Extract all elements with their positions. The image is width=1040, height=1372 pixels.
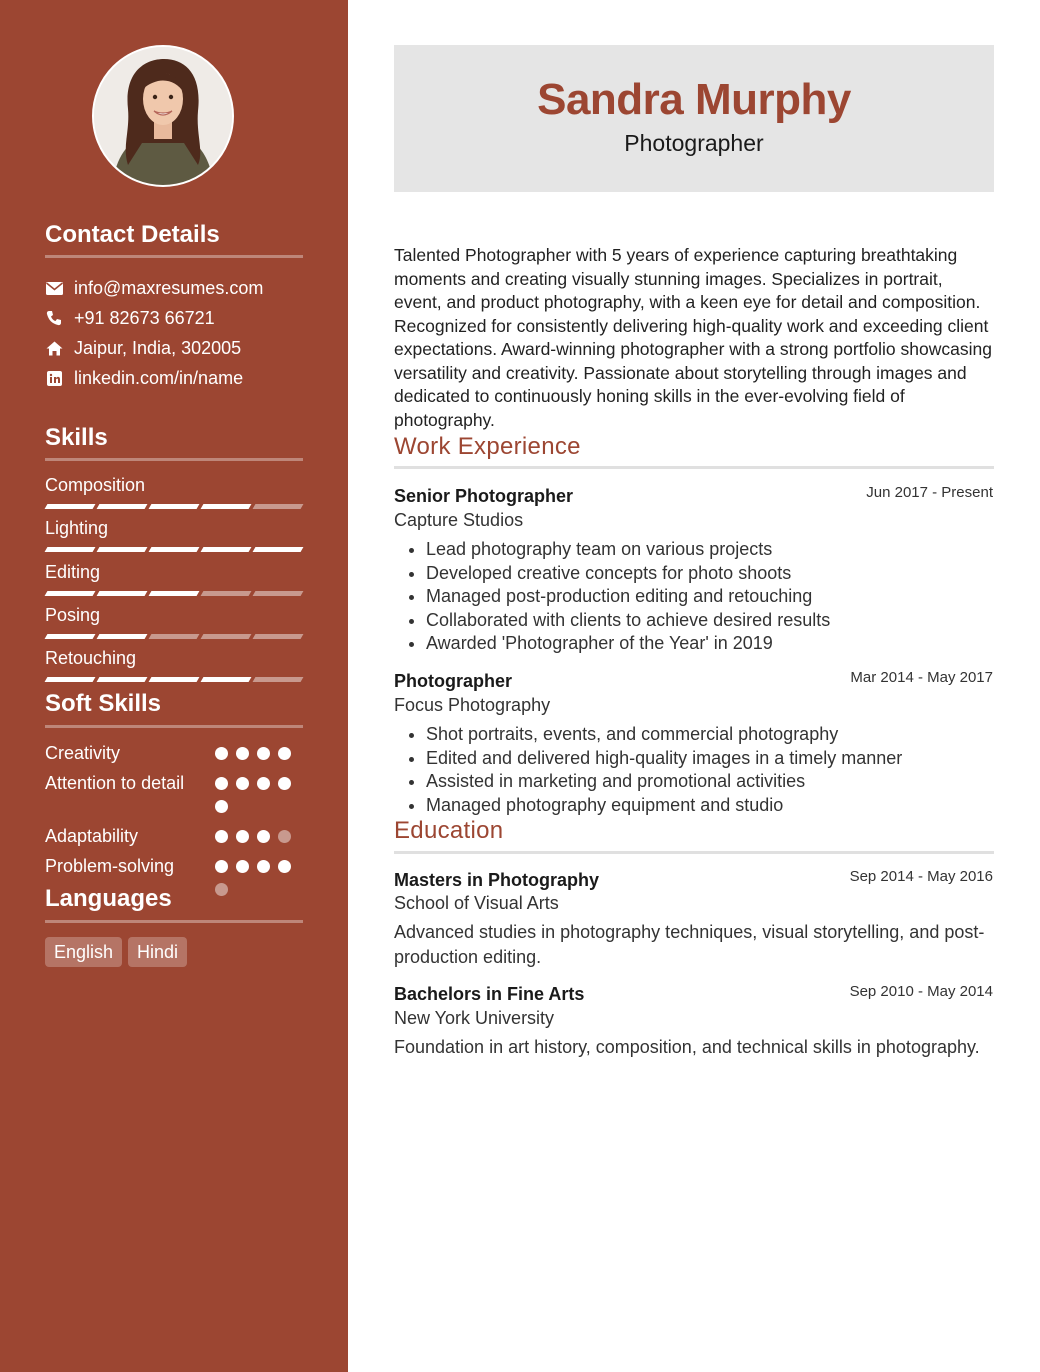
soft-skill-name: Creativity <box>45 743 121 763</box>
job-bullet: • Edited and delivered high-quality images in a timely manner <box>426 747 902 771</box>
language-chip: Hindi <box>128 937 187 967</box>
contact-phone[interactable] <box>45 306 215 330</box>
job-bullets <box>394 538 830 656</box>
soft-skill-rating-dot <box>278 860 291 873</box>
job-bullet: • Collaborated with clients to achieve desired results <box>426 609 830 633</box>
job-bullet: • Developed creative concepts for photo shoots <box>426 562 830 586</box>
skill-level-segment <box>45 591 96 596</box>
skill-level-segment <box>201 547 252 552</box>
skill-level-segment <box>149 677 200 682</box>
soft-skill-rating-dot <box>278 830 291 843</box>
person-title: Photographer <box>624 130 764 156</box>
skill-level-bar <box>46 634 302 639</box>
soft-skill-rating-dot <box>215 830 228 843</box>
soft-skill-rating-dot <box>215 800 228 813</box>
skill-level-segment <box>201 634 252 639</box>
skill-level-segment <box>97 634 148 639</box>
skill-level-segment <box>253 677 304 682</box>
soft-skill-rating-dot <box>278 777 291 790</box>
degree-school: New York University <box>394 1008 555 1028</box>
skill-level-segment <box>149 547 200 552</box>
soft-skill-name: Adaptability <box>45 826 139 846</box>
job-dates: Mar 2014 - May 2017 <box>850 669 993 686</box>
skill-level-segment <box>201 677 252 682</box>
soft-skill-rating-dot <box>215 883 228 896</box>
job-bullet: • Shot portraits, events, and commercial photography <box>426 723 902 747</box>
skills-heading: Skills <box>45 424 108 451</box>
soft-skill-rating-dot <box>257 830 270 843</box>
degree-title: Bachelors in Fine Arts <box>394 984 585 1004</box>
skill-level-segment <box>253 634 304 639</box>
envelope-icon <box>45 279 63 297</box>
job-bullet: • Managed post-production editing and retouching <box>426 585 830 609</box>
degree-description: Advanced studies in photography techniques, visual storytelling, and post-production editing. <box>394 922 985 967</box>
skill-level-segment <box>97 504 148 509</box>
summary-text: Talented Photographer with 5 years of experience capturing breathtaking moments and creating visually stunning images. Specializes in portrait, event, and product photography, with a keen eye for detail and composition. Recognized for consistently delivering high-quality work and exceeding client expectations. Award-winning photographer with a strong portfolio showcasing versatility and creativity. Passionate about storytelling through images and dedicated to continuously honing skills in the ever-evolving field of photography. <box>394 245 992 430</box>
skill-level-segment <box>45 504 96 509</box>
language-chip: English <box>45 937 122 967</box>
contact-email[interactable] <box>45 276 263 300</box>
education-heading: Education <box>394 817 504 844</box>
skill-name: Lighting <box>45 518 109 538</box>
degree-school: School of Visual Arts <box>394 893 559 913</box>
contact-phone-text: +91 82673 66721 <box>74 307 215 328</box>
contact-email-text: info@maxresumes.com <box>74 277 264 298</box>
soft-skill-rating-dot <box>236 777 249 790</box>
skill-level-segment <box>201 504 252 509</box>
soft-skill-rating-dot <box>236 830 249 843</box>
contact-location <box>45 336 241 360</box>
skill-level-segment <box>45 547 96 552</box>
soft-skill-name: Problem-solving <box>45 856 175 876</box>
skill-level-bar <box>46 547 302 552</box>
skill-name: Posing <box>45 605 101 625</box>
skill-level-segment <box>253 591 304 596</box>
job-bullets <box>394 723 902 817</box>
degree-title: Masters in Photography <box>394 870 600 890</box>
skill-name: Editing <box>45 562 101 582</box>
soft-skill-rating-dot <box>215 747 228 760</box>
contact-heading: Contact Details <box>45 221 220 248</box>
sidebar <box>0 0 348 1372</box>
work-heading: Work Experience <box>394 433 581 460</box>
soft-skill-rating-dot <box>257 747 270 760</box>
languages-divider <box>45 920 303 923</box>
skill-level-bar <box>46 504 302 509</box>
phone-icon <box>45 309 63 327</box>
skill-level-segment <box>253 547 304 552</box>
job-bullet: • Managed photography equipment and studio <box>426 794 902 818</box>
degree-dates: Sep 2014 - May 2016 <box>849 868 993 885</box>
degree-description: Foundation in art history, composition, and technical skills in photography. <box>394 1037 980 1057</box>
job-bullet: • Awarded 'Photographer of the Year' in 2019 <box>426 632 830 656</box>
avatar <box>92 45 234 187</box>
contact-divider <box>45 255 303 258</box>
skill-name: Composition <box>45 475 146 495</box>
skill-level-segment <box>45 634 96 639</box>
contact-linkedin-text: linkedin.com/in/name <box>74 367 244 388</box>
job-dates: Jun 2017 - Present <box>866 484 993 501</box>
name-header <box>394 45 994 192</box>
skill-level-segment <box>149 504 200 509</box>
contact-location-text: Jaipur, India, 302005 <box>74 337 242 358</box>
skills-divider <box>45 458 303 461</box>
linkedin-icon <box>45 369 63 387</box>
soft-skill-rating-dot <box>236 860 249 873</box>
soft-skill-rating-dot <box>215 777 228 790</box>
person-name: Sandra Murphy <box>537 75 851 124</box>
skill-name: Retouching <box>45 648 137 668</box>
education-divider <box>394 851 994 854</box>
skill-level-segment <box>253 504 304 509</box>
job-title: Photographer <box>394 671 513 691</box>
soft-skills-heading: Soft Skills <box>45 690 162 717</box>
skill-level-segment <box>97 677 148 682</box>
skill-level-segment <box>45 677 96 682</box>
profile-photo <box>94 47 232 185</box>
degree-dates: Sep 2010 - May 2014 <box>849 983 993 1000</box>
soft-skill-rating-dot <box>257 860 270 873</box>
soft-skill-rating-dot <box>215 860 228 873</box>
job-bullet: • Assisted in marketing and promotional activities <box>426 770 902 794</box>
job-company: Capture Studios <box>394 510 524 530</box>
soft-skill-rating-dot <box>278 747 291 760</box>
skill-level-bar <box>46 591 302 596</box>
job-title: Senior Photographer <box>394 486 574 506</box>
soft-skill-name: Attention to detail <box>45 773 185 793</box>
soft-skill-rating-dot <box>236 747 249 760</box>
skill-level-segment <box>149 591 200 596</box>
skill-level-bar <box>46 677 302 682</box>
contact-linkedin[interactable] <box>45 366 243 390</box>
languages-heading: Languages <box>45 885 172 912</box>
skill-level-segment <box>149 634 200 639</box>
soft-skills-divider <box>45 725 303 728</box>
skill-level-segment <box>97 591 148 596</box>
soft-skill-rating-dot <box>257 777 270 790</box>
job-company: Focus Photography <box>394 695 551 715</box>
job-bullet: • Lead photography team on various projects <box>426 538 830 562</box>
skill-level-segment <box>97 547 148 552</box>
skill-level-segment <box>201 591 252 596</box>
home-icon <box>45 339 63 357</box>
work-divider <box>394 466 994 469</box>
